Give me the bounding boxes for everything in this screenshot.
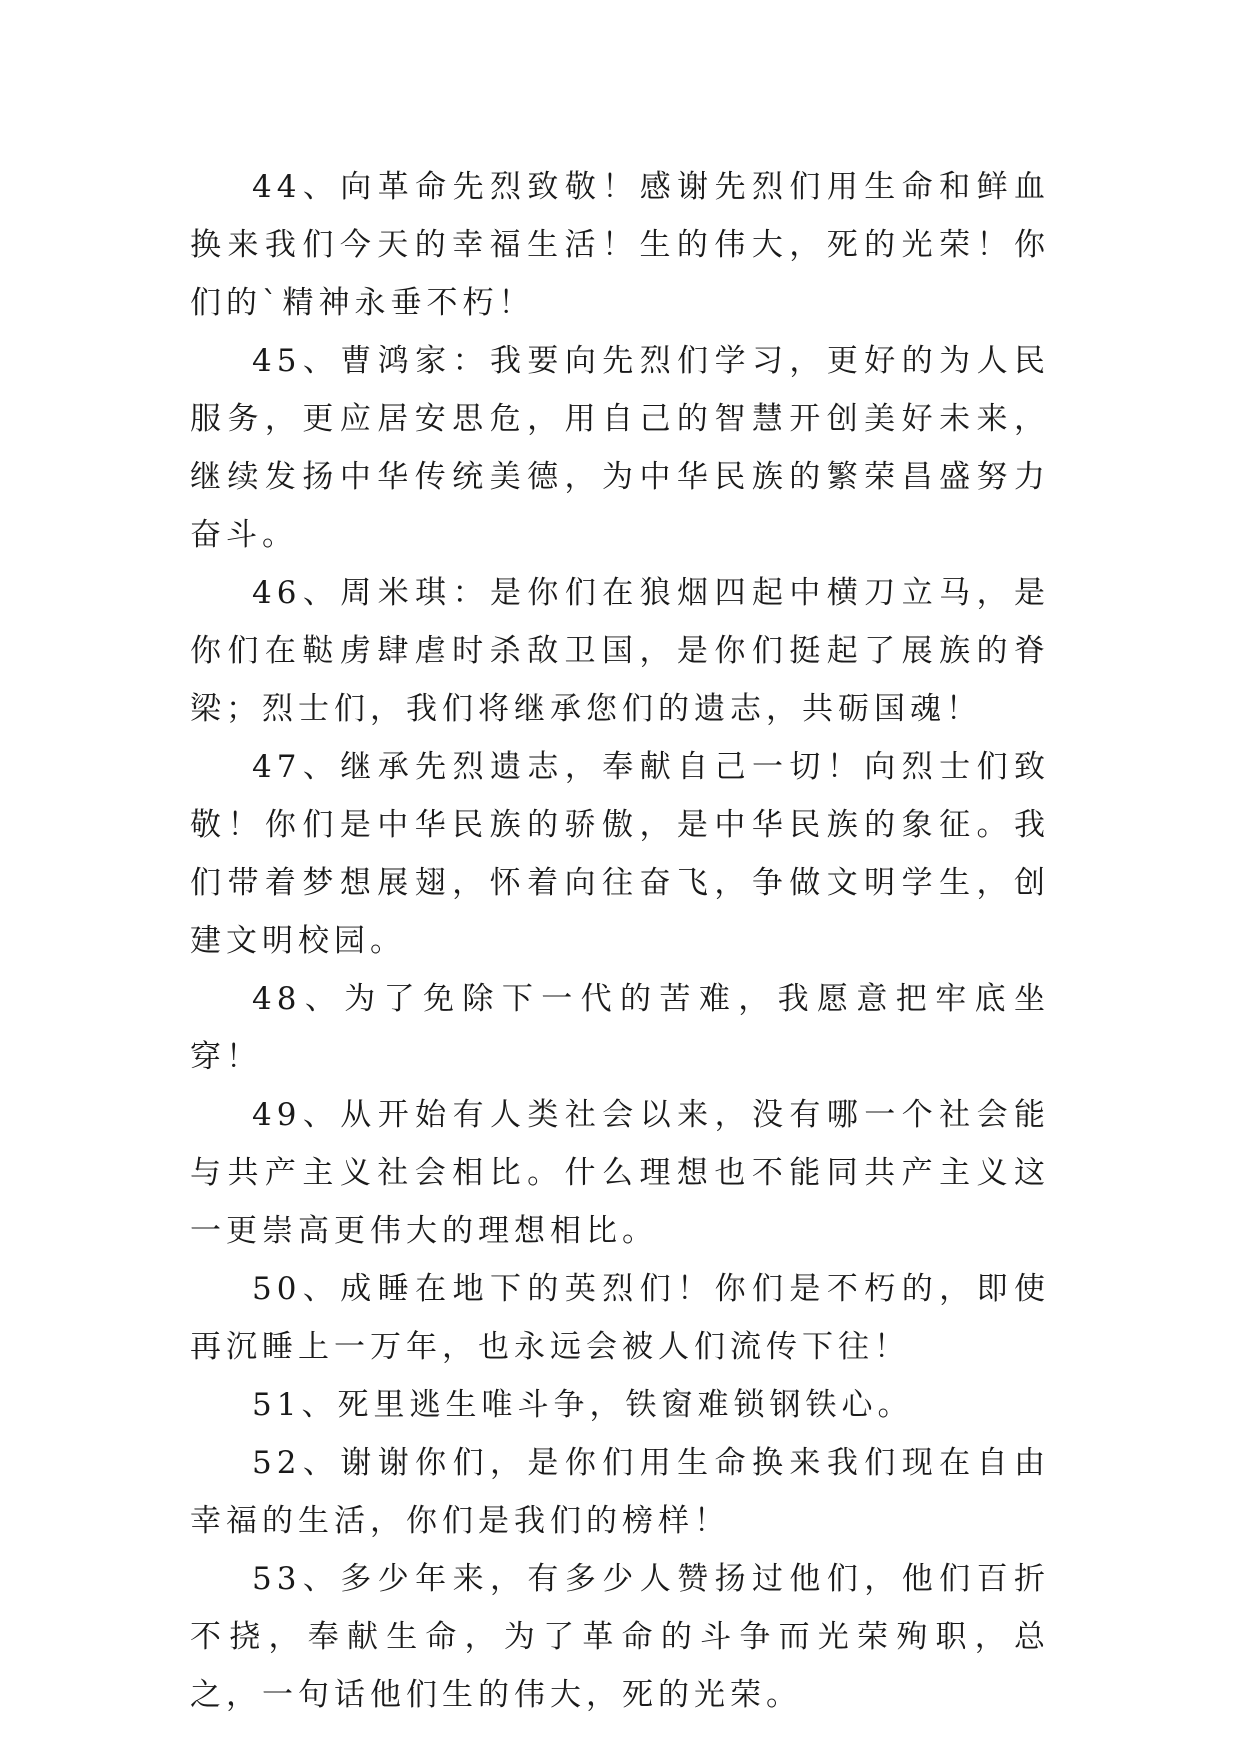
paragraph-45: 45、曹鸿家：我要向先烈们学习，更好的为人民服务，更应居安思危，用自己的智慧开创美好未来，继续发扬中华传统美德，为中华民族的繁荣昌盛努力奋斗。 xyxy=(190,343,1050,553)
paragraph-47: 47、继承先烈遗志，奉献自己一切！向烈士们致敬！你们是中华民族的骄傲，是中华民族的象征。我们带着梦想展翅，怀着向往奋飞，争做文明学生，创建文明校园。 xyxy=(190,749,1050,959)
paragraph-53: 53、多少年来，有多少人赞扬过他们，他们百折不挠，奉献生命，为了革命的斗争而光荣殉职，总之，一句话他们生的伟大，死的光荣。 xyxy=(190,1561,1050,1713)
paragraph-51: 51、死里逃生唯斗争，铁窗难锁钢铁心。 xyxy=(252,1387,914,1423)
paragraph-48: 48、为了免除下一代的苦难，我愿意把牢底坐穿！ xyxy=(190,981,1050,1075)
paragraph-46: 46、周米琪：是你们在狼烟四起中横刀立马，是你们在鞑虏肆虐时杀敌卫国，是你们挺起了展族的脊梁；烈士们，我们将继承您们的遗志，共砺国魂！ xyxy=(190,575,1050,727)
paragraph-52: 52、谢谢你们，是你们用生命换来我们现在自由幸福的生活，你们是我们的榜样！ xyxy=(190,1445,1050,1539)
paragraph-49: 49、从开始有人类社会以来，没有哪一个社会能与共产主义社会相比。什么理想也不能同共产主义这一更崇高更伟大的理想相比。 xyxy=(190,1097,1050,1249)
document-body xyxy=(190,158,1050,1724)
paragraph-50: 50、成睡在地下的英烈们！你们是不朽的，即使再沉睡上一万年，也永远会被人们流传下往！ xyxy=(190,1271,1050,1365)
paragraph-44: 44、向革命先烈致敬！感谢先烈们用生命和鲜血换来我们今天的幸福生活！生的伟大，死的光荣！你们的`精神永垂不朽！ xyxy=(190,169,1050,321)
